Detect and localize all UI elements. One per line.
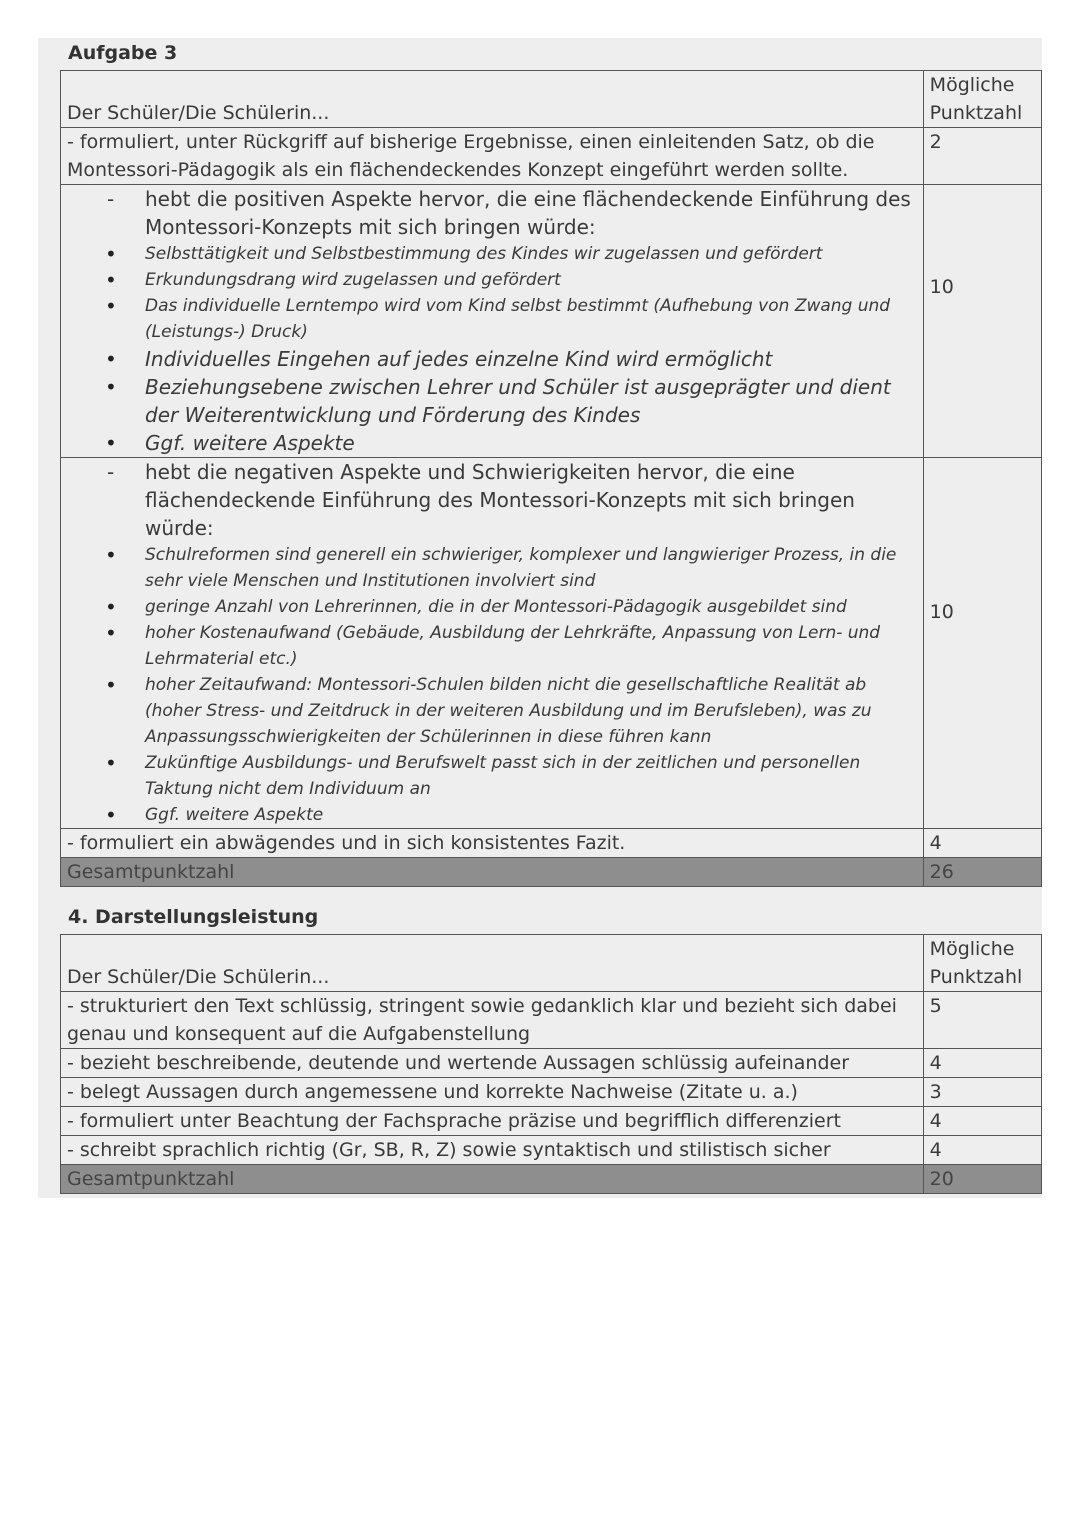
row-points: 4 [923, 829, 1041, 858]
header-points-label: Mögliche Punktzahl [923, 71, 1041, 128]
table-header-row [61, 71, 1042, 128]
row-points: 4 [923, 1107, 1041, 1136]
aufgabe3-title: Aufgabe 3 [68, 42, 178, 64]
total-points: 26 [923, 858, 1041, 887]
table-row [61, 128, 1042, 185]
table-row [61, 185, 1042, 458]
list-item: • Individuelles Eingehen auf jedes einzelne Kind wird ermöglicht [67, 345, 917, 373]
criterion-lead: - hebt die positiven Aspekte hervor, die eine flächendeckende Einführung des Montessori-Konzepts mit sich bringen würde: [107, 187, 911, 239]
row-criterion [61, 185, 924, 458]
aspect-list [67, 241, 917, 457]
darstellung-table [60, 934, 1042, 1194]
total-label: Gesamtpunktzahl [61, 1165, 924, 1194]
aspect-list [67, 542, 917, 828]
criterion-lead: - hebt die negativen Aspekte und Schwierigkeiten hervor, die eine flächendeckende Einführung des Montessori-Konzepts mit sich bringen würde: [107, 460, 855, 540]
row-points: 10 [923, 458, 1041, 829]
row-criterion: - belegt Aussagen durch angemessene und korrekte Nachweise (Zitate u. a.) [61, 1078, 924, 1107]
table-row [61, 1049, 1042, 1078]
list-item: • Schulreformen sind generell ein schwieriger, komplexer und langwieriger Prozess, in die sehr viele Menschen und Institutionen involviert sind [67, 542, 917, 594]
dash-marker: - [107, 187, 115, 211]
row-criterion [61, 458, 924, 829]
dash-marker: - [107, 460, 115, 484]
table-row [61, 1136, 1042, 1165]
list-item: • Selbsttätigkeit und Selbstbestimmung des Kindes wir zugelassen und gefördert [67, 241, 917, 267]
row-points: 4 [923, 1136, 1041, 1165]
row-points: 2 [923, 128, 1041, 185]
table-header-row [61, 935, 1042, 992]
document-photo [38, 38, 1042, 1198]
row-points: 4 [923, 1049, 1041, 1078]
list-item: • Das individuelle Lerntempo wird vom Kind selbst bestimmt (Aufhebung von Zwang und (Leistungs-) Druck) [67, 293, 917, 345]
row-criterion: - bezieht beschreibende, deutende und wertende Aussagen schlüssig aufeinander [61, 1049, 924, 1078]
row-criterion: - formuliert ein abwägendes und in sich konsistentes Fazit. [61, 829, 924, 858]
total-row [61, 858, 1042, 887]
total-label: Gesamtpunktzahl [61, 858, 924, 887]
table-row [61, 458, 1042, 829]
aufgabe3-table [60, 70, 1042, 887]
list-item: • hoher Zeitaufwand: Montessori-Schulen bilden nicht die gesellschaftliche Realität ab (hoher Stress- und Zeitdruck in der weiteren Ausbildung und im Berufsleben), was zu Anpassungsschwierigkeiten der Schülerinnen in diese führen kann [67, 672, 917, 750]
header-points-label: Mögliche Punktzahl [923, 935, 1041, 992]
row-points: 10 [923, 185, 1041, 458]
list-item: • hoher Kostenaufwand (Gebäude, Ausbildung der Lehrkräfte, Anpassung von Lern- und Lehrmaterial etc.) [67, 620, 917, 672]
list-item: • Erkundungsdrang wird zugelassen und gefördert [67, 267, 917, 293]
row-points: 5 [923, 992, 1041, 1049]
table-row [61, 992, 1042, 1049]
list-item: • Beziehungsebene zwischen Lehrer und Schüler ist ausgeprägter und dient der Weiterentwicklung und Förderung des Kindes [67, 373, 917, 429]
table-row [61, 829, 1042, 858]
total-points: 20 [923, 1165, 1041, 1194]
row-criterion: - schreibt sprachlich richtig (Gr, SB, R, Z) sowie syntaktisch und stilistisch sicher [61, 1136, 924, 1165]
row-criterion: - strukturiert den Text schlüssig, stringent sowie gedanklich klar und bezieht sich dabei genau und konsequent auf die Aufgabenstellung [61, 992, 924, 1049]
list-item: • Ggf. weitere Aspekte [67, 429, 917, 457]
header-intro: Der Schüler/Die Schülerin... [61, 71, 924, 128]
header-intro: Der Schüler/Die Schülerin... [61, 935, 924, 992]
list-item: • Zukünftige Ausbildungs- und Berufswelt passt sich in der zeitlichen und personellen Taktung nicht dem Individuum an [67, 750, 917, 802]
list-item: • geringe Anzahl von Lehrerinnen, die in der Montessori-Pädagogik ausgebildet sind [67, 594, 917, 620]
total-row [61, 1165, 1042, 1194]
row-points: 3 [923, 1078, 1041, 1107]
list-item: • Ggf. weitere Aspekte [67, 802, 917, 828]
darstellung-title: 4. Darstellungsleistung [68, 906, 319, 928]
table-row [61, 1078, 1042, 1107]
row-criterion: - formuliert unter Beachtung der Fachsprache präzise und begrifflich differenziert [61, 1107, 924, 1136]
row-criterion: - formuliert, unter Rückgriff auf bisherige Ergebnisse, einen einleitenden Satz, ob die Montessori-Pädagogik als ein flächendeckendes Konzept eingeführt werden sollte. [61, 128, 924, 185]
table-row [61, 1107, 1042, 1136]
